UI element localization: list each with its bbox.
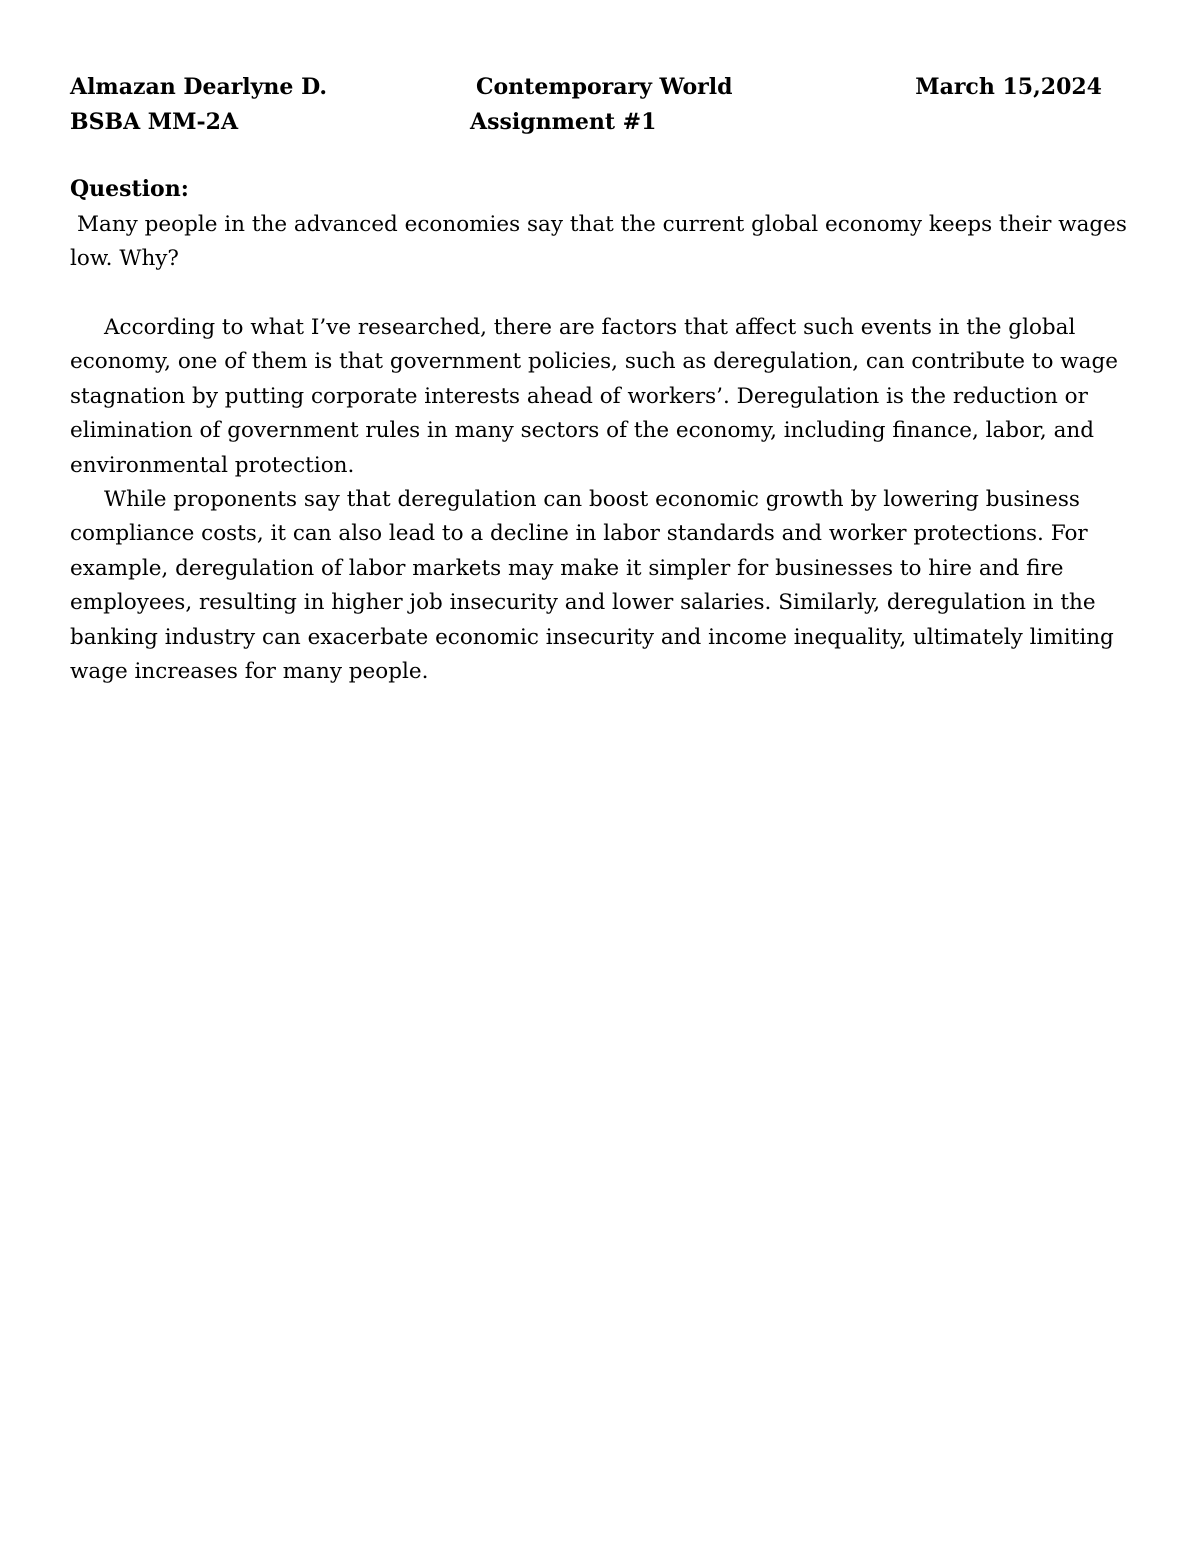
subject-title: Contemporary World: [476, 74, 733, 100]
question-text: Many people in the advanced economies say that the current global economy keeps their wages low. Why?: [70, 212, 1127, 272]
answer-body: [70, 311, 1130, 689]
answer-paragraph: According to what I’ve researched, there are factors that affect such events in the global economy, one of them is that government policies, such as deregulation, can contribute to wage stagnation by putting corporate interests ahead of workers’. Deregulation is the reduction or elimination of government rules in many sectors of the economy, including finance, labor, and environmental protection.: [70, 315, 1118, 478]
student-name: Almazan Dearlyne D.: [70, 74, 328, 100]
assignment-number: Assignment #1: [470, 109, 657, 135]
question-label: Question:: [70, 176, 189, 202]
student-section: BSBA MM-2A: [70, 109, 239, 135]
answer-paragraph: While proponents say that deregulation can boost economic growth by lowering business compliance costs, it can also lead to a decline in labor standards and worker protections. For example, deregulation of labor markets may make it simpler for businesses to hire and fire employees, resulting in higher job insecurity and lower salaries. Similarly, deregulation in the banking industry can exacerbate economic insecurity and income inequality, ultimately limiting wage increases for many people.: [70, 487, 1114, 685]
assignment-date: March 15,2024: [915, 74, 1102, 100]
